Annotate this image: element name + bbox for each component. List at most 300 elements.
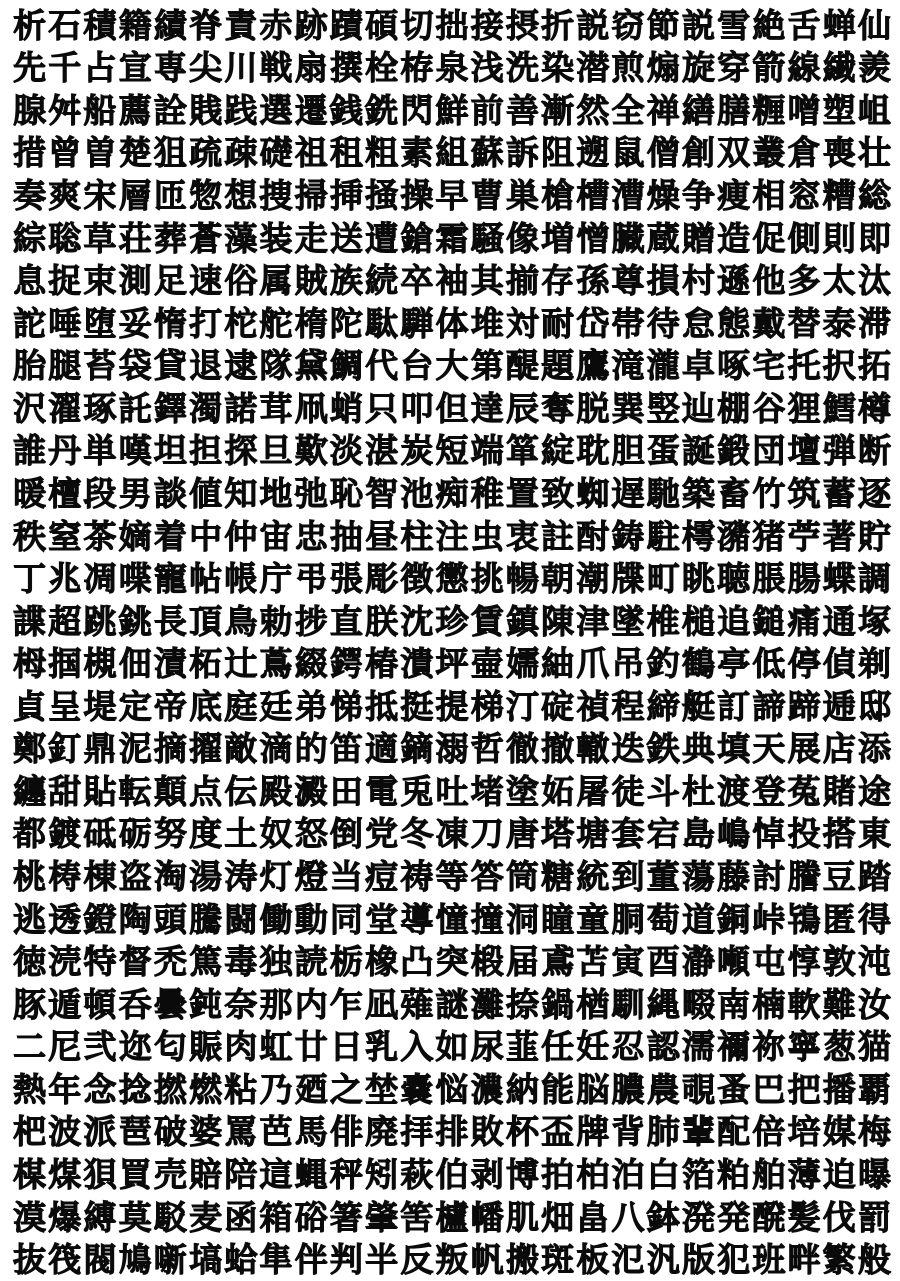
kanji-char: 点 (189, 771, 223, 811)
kanji-char: 先 (13, 48, 47, 88)
kanji-char: 檀 (48, 473, 82, 513)
kanji-char: 柘 (189, 644, 223, 684)
kanji-char: 葬 (153, 218, 187, 258)
kanji-char: 著 (822, 516, 856, 556)
kanji-char: 伴 (294, 1240, 328, 1280)
kanji-char: 調 (857, 559, 891, 599)
kanji-char: 啄 (717, 346, 751, 386)
kanji-char: 徳 (13, 942, 47, 982)
kanji-char: 薙 (400, 984, 434, 1024)
kanji-char: 糟 (822, 176, 856, 216)
kanji-char: 束 (83, 261, 117, 301)
kanji-row (12, 515, 892, 558)
kanji-char: 奈 (224, 984, 258, 1024)
kanji-char: 津 (576, 601, 610, 641)
kanji-char: 蚤 (717, 1069, 751, 1109)
kanji-char: 折 (541, 5, 575, 45)
kanji-char: 禅 (646, 90, 680, 130)
kanji-char: 嘆 (118, 431, 152, 471)
kanji-char: 唾 (48, 303, 82, 343)
kanji-row (12, 940, 892, 983)
kanji-char: 氾 (611, 1240, 645, 1280)
kanji-char: 猫 (857, 1027, 891, 1067)
kanji-char: 洗 (505, 48, 539, 88)
kanji-char: 乳 (365, 1027, 399, 1067)
kanji-char: 迫 (822, 1154, 856, 1194)
kanji-char: 彫 (365, 559, 399, 599)
kanji-char: 槍 (541, 176, 575, 216)
kanji-char: 停 (787, 644, 821, 684)
kanji-char: 汎 (646, 1240, 680, 1280)
kanji-char: 扇 (294, 48, 328, 88)
kanji-char: 媒 (822, 1112, 856, 1152)
kanji-char: 臓 (611, 218, 645, 258)
kanji-char: 噺 (153, 1240, 187, 1280)
kanji-char: 絶 (752, 5, 786, 45)
kanji-char: 菟 (787, 771, 821, 811)
kanji-char: 軟 (787, 984, 821, 1024)
kanji-char: 尊 (611, 261, 645, 301)
kanji-char: 塘 (576, 814, 610, 854)
kanji-char: 播 (822, 1069, 856, 1109)
kanji-char: 寵 (153, 559, 187, 599)
kanji-char: 誰 (13, 431, 47, 471)
kanji-char: 伝 (224, 771, 258, 811)
kanji-char: 措 (13, 133, 47, 173)
kanji-char: 太 (822, 261, 856, 301)
kanji-char: 贈 (681, 218, 715, 258)
kanji-char: 匝 (153, 176, 187, 216)
kanji-row (12, 642, 892, 685)
kanji-char: 匂 (153, 1027, 187, 1067)
kanji-char: 畠 (576, 1197, 610, 1237)
kanji-char: 宣 (118, 48, 152, 88)
kanji-char: 霜 (435, 218, 469, 258)
kanji-char: 頂 (189, 601, 223, 641)
kanji-char: 尖 (189, 48, 223, 88)
kanji-char: 多 (787, 261, 821, 301)
kanji-char: 遜 (717, 261, 751, 301)
kanji-char: 綴 (294, 644, 328, 684)
kanji-char: 舵 (259, 303, 293, 343)
kanji-char: 湛 (365, 431, 399, 471)
kanji-char: 肌 (505, 1197, 539, 1237)
kanji-char: 猪 (752, 516, 786, 556)
kanji-char: 鉢 (646, 1197, 680, 1237)
kanji-char: 読 (294, 942, 328, 982)
kanji-char: 噌 (787, 90, 821, 130)
kanji-char: 想 (224, 176, 258, 216)
kanji-char: 卓 (681, 346, 715, 386)
kanji-char: 討 (752, 857, 786, 897)
kanji-char: 馬 (294, 1112, 328, 1152)
kanji-char: 岱 (576, 303, 610, 343)
kanji-char: 族 (329, 261, 363, 301)
kanji-char: 怠 (681, 303, 715, 343)
kanji-char: 鴇 (787, 899, 821, 939)
kanji-char: 戦 (259, 48, 293, 88)
kanji-char: 禿 (153, 942, 187, 982)
kanji-char: 巽 (611, 388, 645, 428)
kanji-char: 敵 (224, 729, 258, 769)
kanji-char: 増 (541, 218, 575, 258)
kanji-char: 棟 (83, 857, 117, 897)
kanji-char: 蕩 (681, 857, 715, 897)
kanji-char: 灯 (259, 857, 293, 897)
kanji-char: 探 (224, 431, 258, 471)
kanji-char: 替 (787, 303, 821, 343)
kanji-char: 砥 (83, 814, 117, 854)
kanji-char: 痩 (717, 176, 751, 216)
kanji-char: 肺 (646, 1112, 680, 1152)
kanji-char: 涛 (224, 857, 258, 897)
kanji-char: 煽 (646, 48, 680, 88)
kanji-char: 帆 (470, 1240, 504, 1280)
kanji-char: 罰 (857, 1197, 891, 1237)
kanji-char: 渡 (717, 771, 751, 811)
kanji-char: 滞 (857, 303, 891, 343)
kanji-row (12, 4, 892, 47)
kanji-char: 諦 (752, 686, 786, 726)
kanji-row (12, 855, 892, 898)
kanji-char: 筒 (505, 857, 539, 897)
kanji-row (12, 387, 892, 430)
kanji-char: 澱 (294, 771, 328, 811)
kanji-char: 頓 (83, 984, 117, 1024)
kanji-char: 蛤 (224, 1240, 258, 1280)
kanji-char: 樗 (681, 516, 715, 556)
kanji-char: 叢 (752, 133, 786, 173)
kanji-char: 鯛 (329, 346, 363, 386)
kanji-char: 妥 (118, 303, 152, 343)
kanji-char: 喋 (118, 559, 152, 599)
kanji-char: 釣 (646, 644, 680, 684)
kanji-char: 弔 (294, 559, 328, 599)
kanji-char: 筑 (787, 473, 821, 513)
kanji-char: 潜 (576, 48, 610, 88)
kanji-char: 跳 (83, 601, 117, 641)
kanji-char: 層 (118, 176, 152, 216)
kanji-char: 段 (83, 473, 117, 513)
kanji-char: 定 (118, 686, 152, 726)
kanji-char: 徹 (505, 729, 539, 769)
kanji-char: 矧 (365, 1154, 399, 1194)
kanji-char: 鍍 (48, 814, 82, 854)
kanji-char: 鎗 (400, 218, 434, 258)
kanji-char: 租 (329, 133, 363, 173)
kanji-char: 乍 (329, 984, 363, 1024)
kanji-char: 農 (646, 1069, 680, 1109)
kanji-char: 陳 (541, 601, 575, 641)
kanji-char: 辻 (224, 644, 258, 684)
kanji-char: 貸 (153, 346, 187, 386)
kanji-char: 祢 (752, 1027, 786, 1067)
kanji-char: 楠 (752, 984, 786, 1024)
kanji-char: 豚 (13, 984, 47, 1024)
kanji-char: 長 (153, 601, 187, 641)
kanji-char: 牌 (576, 1112, 610, 1152)
kanji-char: 煎 (611, 48, 645, 88)
kanji-char: 覗 (681, 1069, 715, 1109)
kanji-char: 摂 (505, 5, 539, 45)
kanji-char: 注 (435, 516, 469, 556)
kanji-char: 村 (681, 261, 715, 301)
kanji-char: 籍 (118, 5, 152, 45)
kanji-row (12, 1026, 892, 1069)
kanji-char: 潰 (400, 644, 434, 684)
kanji-char: 典 (681, 729, 715, 769)
kanji-char: 倉 (787, 133, 821, 173)
kanji-char: 謄 (787, 857, 821, 897)
kanji-char: 存 (541, 261, 575, 301)
kanji-char: 台 (400, 346, 434, 386)
kanji-char: 都 (13, 814, 47, 854)
kanji-char: 艇 (681, 686, 715, 726)
kanji-char: 沌 (857, 942, 891, 982)
kanji-char: 鈍 (189, 984, 223, 1024)
kanji-char: 礎 (259, 133, 293, 173)
kanji-char: 難 (822, 984, 856, 1024)
kanji-char: 天 (752, 729, 786, 769)
kanji-char: 甜 (48, 771, 82, 811)
kanji-char: 槌 (681, 601, 715, 641)
kanji-char: 棚 (717, 388, 751, 428)
kanji-char: 竹 (752, 473, 786, 513)
kanji-char: 唐 (505, 814, 539, 854)
kanji-char: 仙 (857, 5, 891, 45)
kanji-char: 那 (259, 984, 293, 1024)
kanji-char: 賭 (822, 771, 856, 811)
kanji-char: 張 (329, 559, 363, 599)
kanji-char: 鐸 (153, 388, 187, 428)
kanji-char: 展 (787, 729, 821, 769)
kanji-char: 槽 (576, 176, 610, 216)
kanji-char: 壷 (470, 644, 504, 684)
kanji-char: 忠 (294, 516, 328, 556)
kanji-row (12, 600, 892, 643)
kanji-char: 度 (189, 814, 223, 854)
kanji-char: 賃 (470, 601, 504, 641)
kanji-char: 銅 (717, 899, 751, 939)
kanji-char: 疎 (224, 133, 258, 173)
kanji-char: 蛋 (646, 431, 680, 471)
kanji-char: 泊 (611, 1154, 645, 1194)
kanji-char: 敦 (822, 942, 856, 982)
kanji-char: 炭 (400, 431, 434, 471)
kanji-char: 像 (505, 218, 539, 258)
kanji-char: 漬 (153, 644, 187, 684)
kanji-char: 弛 (294, 473, 328, 513)
kanji-char: 漸 (541, 90, 575, 130)
kanji-char: 椴 (470, 942, 504, 982)
kanji-char: 楢 (576, 984, 610, 1024)
kanji-char: 提 (435, 686, 469, 726)
kanji-char: 蘇 (470, 133, 504, 173)
kanji-char: 捜 (259, 176, 293, 216)
kanji-char: 屯 (752, 942, 786, 982)
kanji-char: 当 (329, 857, 363, 897)
kanji-char: 壇 (787, 431, 821, 471)
kanji-char: 騰 (189, 899, 223, 939)
kanji-char: 遭 (365, 218, 399, 258)
kanji-char: 宙 (259, 516, 293, 556)
kanji-char: 巣 (505, 176, 539, 216)
kanji-char: 梅 (857, 1112, 891, 1152)
kanji-char: 廃 (365, 1112, 399, 1152)
kanji-char: 苧 (787, 516, 821, 556)
kanji-char: 適 (365, 729, 399, 769)
kanji-char: 只 (365, 388, 399, 428)
kanji-row (12, 685, 892, 728)
kanji-char: 掴 (48, 644, 82, 684)
kanji-char: 椎 (646, 601, 680, 641)
kanji-char: 脳 (576, 1069, 610, 1109)
kanji-char: 他 (752, 261, 786, 301)
kanji-char: 糎 (752, 90, 786, 130)
kanji-char: 祖 (294, 133, 328, 173)
kanji-char: 伐 (822, 1197, 856, 1237)
kanji-char: 鍋 (541, 984, 575, 1024)
kanji-char: 喪 (822, 133, 856, 173)
kanji-char: 藻 (224, 218, 258, 258)
kanji-char: 嚢 (400, 1069, 434, 1109)
kanji-char: 堂 (365, 899, 399, 939)
kanji-char: 託 (118, 388, 152, 428)
kanji-char: 碩 (365, 5, 399, 45)
kanji-char: 全 (611, 90, 645, 130)
kanji-char: 撤 (541, 729, 575, 769)
kanji-char: 覇 (857, 1069, 891, 1109)
kanji-char: 脊 (189, 5, 223, 45)
kanji-char: 登 (752, 771, 786, 811)
kanji-char: 瀧 (646, 346, 680, 386)
kanji-char: 凸 (400, 942, 434, 982)
kanji-row (12, 345, 892, 388)
kanji-char: 註 (541, 516, 575, 556)
kanji-char: 占 (83, 48, 117, 88)
kanji-char: 透 (48, 899, 82, 939)
kanji-char: 轍 (576, 729, 610, 769)
kanji-char: 損 (646, 261, 680, 301)
kanji-char: 揃 (505, 261, 539, 301)
kanji-char: 専 (153, 48, 187, 88)
kanji-char: 剥 (470, 1154, 504, 1194)
kanji-char: 禰 (717, 1027, 751, 1067)
kanji-char: 董 (646, 857, 680, 897)
kanji-char: 挑 (470, 559, 504, 599)
kanji-char: 肇 (365, 1197, 399, 1237)
kanji-char: 擢 (189, 729, 223, 769)
kanji-char: 閃 (400, 90, 434, 130)
kanji-char: 釘 (48, 729, 82, 769)
kanji-char: 掃 (294, 176, 328, 216)
kanji-char: 汝 (857, 984, 891, 1024)
kanji-char: 橡 (365, 942, 399, 982)
kanji-char: 楕 (294, 303, 328, 343)
kanji-char: 尼 (48, 1027, 82, 1067)
kanji-char: 鎮 (505, 601, 539, 641)
kanji-char: 鄭 (13, 729, 47, 769)
kanji-char: 単 (83, 431, 117, 471)
kanji-char: 漕 (611, 176, 645, 216)
kanji-char: 粘 (224, 1069, 258, 1109)
kanji-char: 耐 (541, 303, 575, 343)
kanji-char: 導 (400, 899, 434, 939)
kanji-char: 庁 (259, 559, 293, 599)
kanji-char: 息 (13, 261, 47, 301)
kanji-char: 船 (83, 90, 117, 130)
kanji-char: 板 (576, 1240, 610, 1280)
kanji-char: 宋 (83, 176, 117, 216)
kanji-char: 蜘 (576, 473, 610, 513)
kanji-char: 田 (329, 771, 363, 811)
kanji-char: 搬 (505, 1240, 539, 1280)
kanji-char: 埜 (365, 1069, 399, 1109)
kanji-char: 曇 (153, 984, 187, 1024)
kanji-char: 窓 (787, 176, 821, 216)
kanji-char: 半 (365, 1240, 399, 1280)
kanji-char: 逮 (224, 346, 258, 386)
kanji-char: 赤 (259, 5, 293, 45)
kanji-char: 冬 (400, 814, 434, 854)
kanji-char: 杷 (13, 1112, 47, 1152)
kanji-char: 阻 (541, 133, 575, 173)
kanji-char: 筈 (400, 1197, 434, 1237)
kanji-char: 鎚 (752, 601, 786, 641)
kanji-char: 穿 (717, 48, 751, 88)
kanji-char: 相 (752, 176, 786, 216)
kanji-grid (12, 4, 892, 1280)
kanji-char: 鍔 (329, 644, 363, 684)
kanji-char: 憎 (576, 218, 610, 258)
kanji-char: 茶 (83, 516, 117, 556)
kanji-char: 逐 (857, 473, 891, 513)
kanji-char: 恥 (329, 473, 363, 513)
kanji-char: 派 (83, 1112, 117, 1152)
kanji-char: 般 (857, 1240, 891, 1280)
kanji-char: 嬬 (505, 644, 539, 684)
kanji-char: 挺 (400, 686, 434, 726)
kanji-char: 銑 (365, 90, 399, 130)
kanji-char: 動 (294, 899, 328, 939)
kanji-char: 線 (787, 48, 821, 88)
kanji-char: 壮 (857, 133, 891, 173)
kanji-char: 泉 (435, 48, 469, 88)
kanji-char: 刀 (470, 814, 504, 854)
kanji-char: 閥 (83, 1240, 117, 1280)
kanji-char: 践 (224, 90, 258, 130)
kanji-char: 帖 (189, 559, 223, 599)
kanji-char: 誕 (681, 431, 715, 471)
kanji-char: 捗 (294, 601, 328, 641)
kanji-char: 汀 (505, 686, 539, 726)
kanji-char: 聴 (717, 559, 751, 599)
kanji-char: 湯 (189, 857, 223, 897)
kanji-char: 男 (118, 473, 152, 513)
kanji-char: 琶 (118, 1112, 152, 1152)
kanji-char: 胆 (611, 431, 645, 471)
kanji-char: 麦 (189, 1197, 223, 1237)
kanji-char: 帯 (611, 303, 645, 343)
kanji-char: 節 (646, 5, 680, 45)
kanji-char: 捉 (48, 261, 82, 301)
kanji-char: 醗 (752, 1197, 786, 1237)
kanji-char: 箭 (752, 48, 786, 88)
kanji-char: 濁 (189, 388, 223, 428)
kanji-char: 纏 (13, 771, 47, 811)
kanji-char: 砺 (118, 814, 152, 854)
kanji-char: 燥 (646, 176, 680, 216)
